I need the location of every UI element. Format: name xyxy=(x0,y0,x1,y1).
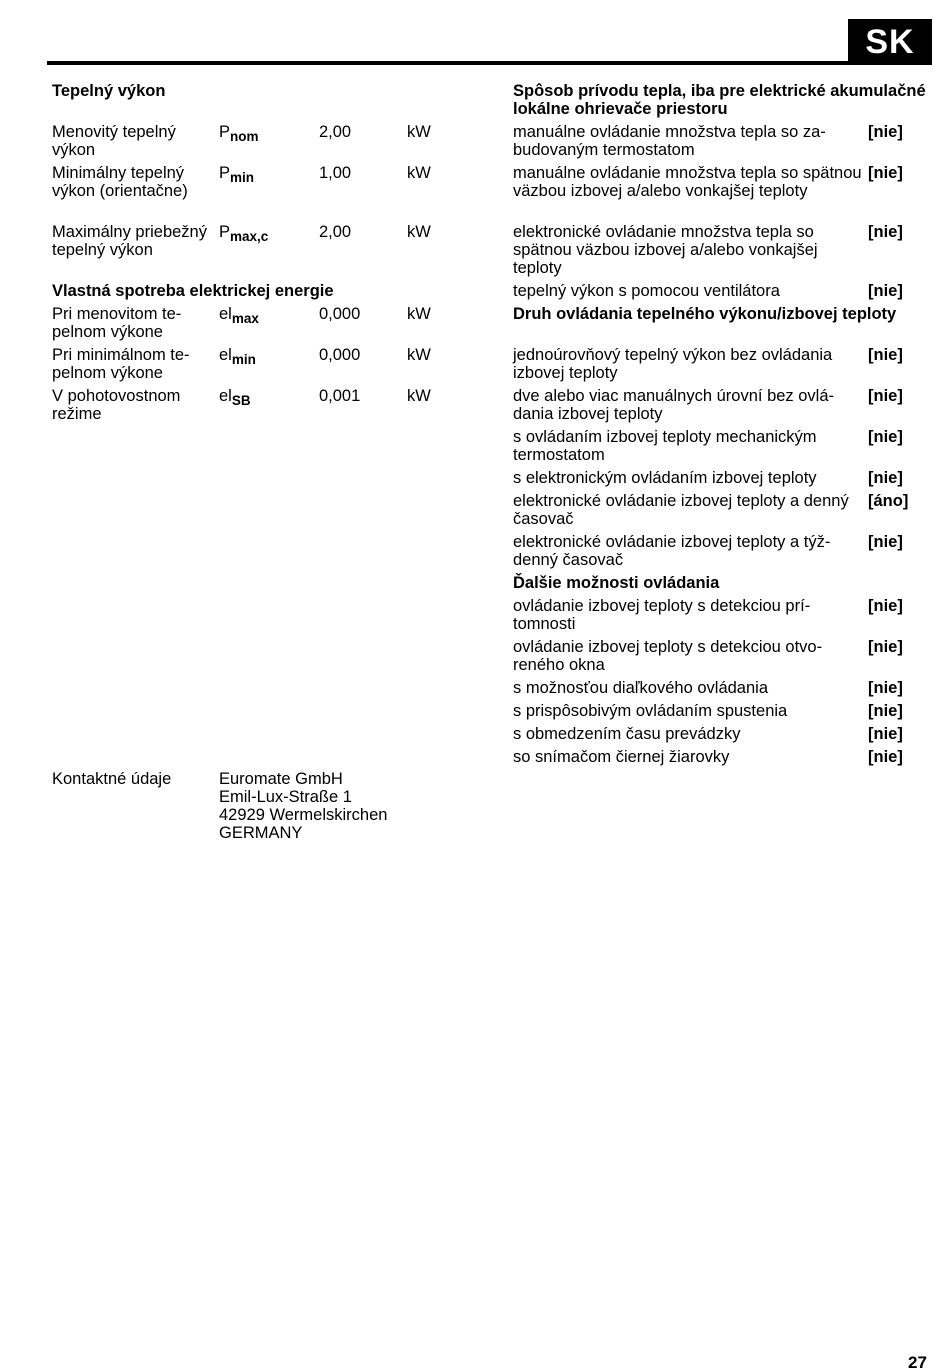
heat-supply-heading: Spôsob prívodu tepla, iba pre elektrické akumulačné lokálne ohrievače priestoru xyxy=(513,82,926,118)
contact-line: Euromate GmbH xyxy=(219,770,343,788)
row-text: ovládanie izbovej teploty s detekciou prítomnosti xyxy=(513,597,811,633)
row-symbol: $el_{max}$ xyxy=(219,305,259,326)
row-status: [áno] xyxy=(868,492,909,510)
row-text: s ovládaním izbovej teploty mechanickým termostatom xyxy=(513,428,817,464)
row-label: Pri minimálnom tepelnom výkone xyxy=(52,346,190,382)
row-status: [nie] xyxy=(868,346,903,364)
row-status: [nie] xyxy=(868,679,903,697)
row-status: [nie] xyxy=(868,123,903,141)
power-consumption-heading: Vlastná spotreba elektrickej energie xyxy=(52,282,334,300)
row-symbol: $P_{max,c}$ xyxy=(219,223,269,244)
row-status: [nie] xyxy=(868,164,903,182)
row-symbol: $P_{min}$ xyxy=(219,164,255,185)
row-text: s možnosťou diaľkového ovládania xyxy=(513,679,768,697)
row-status: [nie] xyxy=(868,223,903,241)
language-badge: SK xyxy=(848,19,932,65)
row-text: ovládanie izbovej teploty s detekciou otvoreného okna xyxy=(513,638,823,674)
row-value: 0,000 xyxy=(319,305,361,323)
row-status: [nie] xyxy=(868,533,903,551)
row-status: [nie] xyxy=(868,702,903,720)
contact-label: Kontaktné údaje xyxy=(52,770,172,788)
row-status: [nie] xyxy=(868,387,903,405)
row-value: 1,00 xyxy=(319,164,352,182)
row-text: so snímačom čiernej žiarovky xyxy=(513,748,730,766)
row-text: manuálne ovládanie množstva tepla so spätnou väzbou izbovej a/alebo vonkajšej teploty xyxy=(513,164,862,200)
row-label: Pri menovitom tepelnom výkone xyxy=(52,305,182,341)
row-unit: kW xyxy=(407,164,431,182)
row-text: tepelný výkon s pomocou ventilátora xyxy=(513,282,780,300)
header-rule xyxy=(47,61,932,65)
row-text: s elektronickým ovládaním izbovej teploty xyxy=(513,469,817,487)
row-text: elektronické ovládanie izbovej teploty a týždenný časovač xyxy=(513,533,831,569)
row-text: s prispôsobivým ovládaním spustenia xyxy=(513,702,788,720)
row-label: V pohotovostnom režime xyxy=(52,387,181,423)
row-symbol: $P_{nom}$ xyxy=(219,123,259,144)
row-unit: kW xyxy=(407,223,431,241)
page-number: 27 xyxy=(908,1353,927,1372)
row-text: manuálne ovládanie množstva tepla so zabudovaným termostatom xyxy=(513,123,826,159)
row-text: s obmedzením času prevádzky xyxy=(513,725,741,743)
row-value: 0,001 xyxy=(319,387,361,405)
row-label: Maximálny priebežný tepelný výkon xyxy=(52,223,207,259)
contact-address xyxy=(219,770,387,842)
contact-line: GERMANY xyxy=(219,824,303,842)
row-unit: kW xyxy=(407,305,431,323)
row-unit: kW xyxy=(407,123,431,141)
row-text: elektronické ovládanie množstva tepla so spätnou väzbou izbovej a/alebo vonkajšej teploty xyxy=(513,223,818,277)
row-status: [nie] xyxy=(868,282,903,300)
row-text: dve alebo viac manuálnych úrovní bez ovládania izbovej teploty xyxy=(513,387,835,423)
row-status: [nie] xyxy=(868,469,903,487)
row-symbol: $el_{min}$ xyxy=(219,346,256,367)
contact-line: 42929 Wermelskirchen xyxy=(219,806,388,824)
other-options-heading: Ďalšie možnosti ovládania xyxy=(513,574,720,592)
row-status: [nie] xyxy=(868,748,903,766)
row-value: 0,000 xyxy=(319,346,361,364)
row-status: [nie] xyxy=(868,638,903,656)
contact-line: Emil-Lux-Straße 1 xyxy=(219,788,352,806)
row-status: [nie] xyxy=(868,597,903,615)
row-text: jednoúrovňový tepelný výkon bez ovládania izbovej teploty xyxy=(513,346,833,382)
row-unit: kW xyxy=(407,346,431,364)
row-status: [nie] xyxy=(868,725,903,743)
row-unit: kW xyxy=(407,387,431,405)
row-value: 2,00 xyxy=(319,223,352,241)
row-text: elektronické ovládanie izbovej teploty a denný časovač xyxy=(513,492,849,528)
row-symbol: $el_{SB}$ xyxy=(219,387,251,408)
control-type-heading: Druh ovládania tepelného výkonu/izbovej teploty xyxy=(513,305,897,323)
row-status: [nie] xyxy=(868,428,903,446)
row-label: Menovitý tepelný výkon xyxy=(52,123,176,159)
heat-output-heading: Tepelný výkon xyxy=(52,82,166,100)
row-label: Minimálny tepelný výkon (orientačne) xyxy=(52,164,188,200)
row-value: 2,00 xyxy=(319,123,352,141)
